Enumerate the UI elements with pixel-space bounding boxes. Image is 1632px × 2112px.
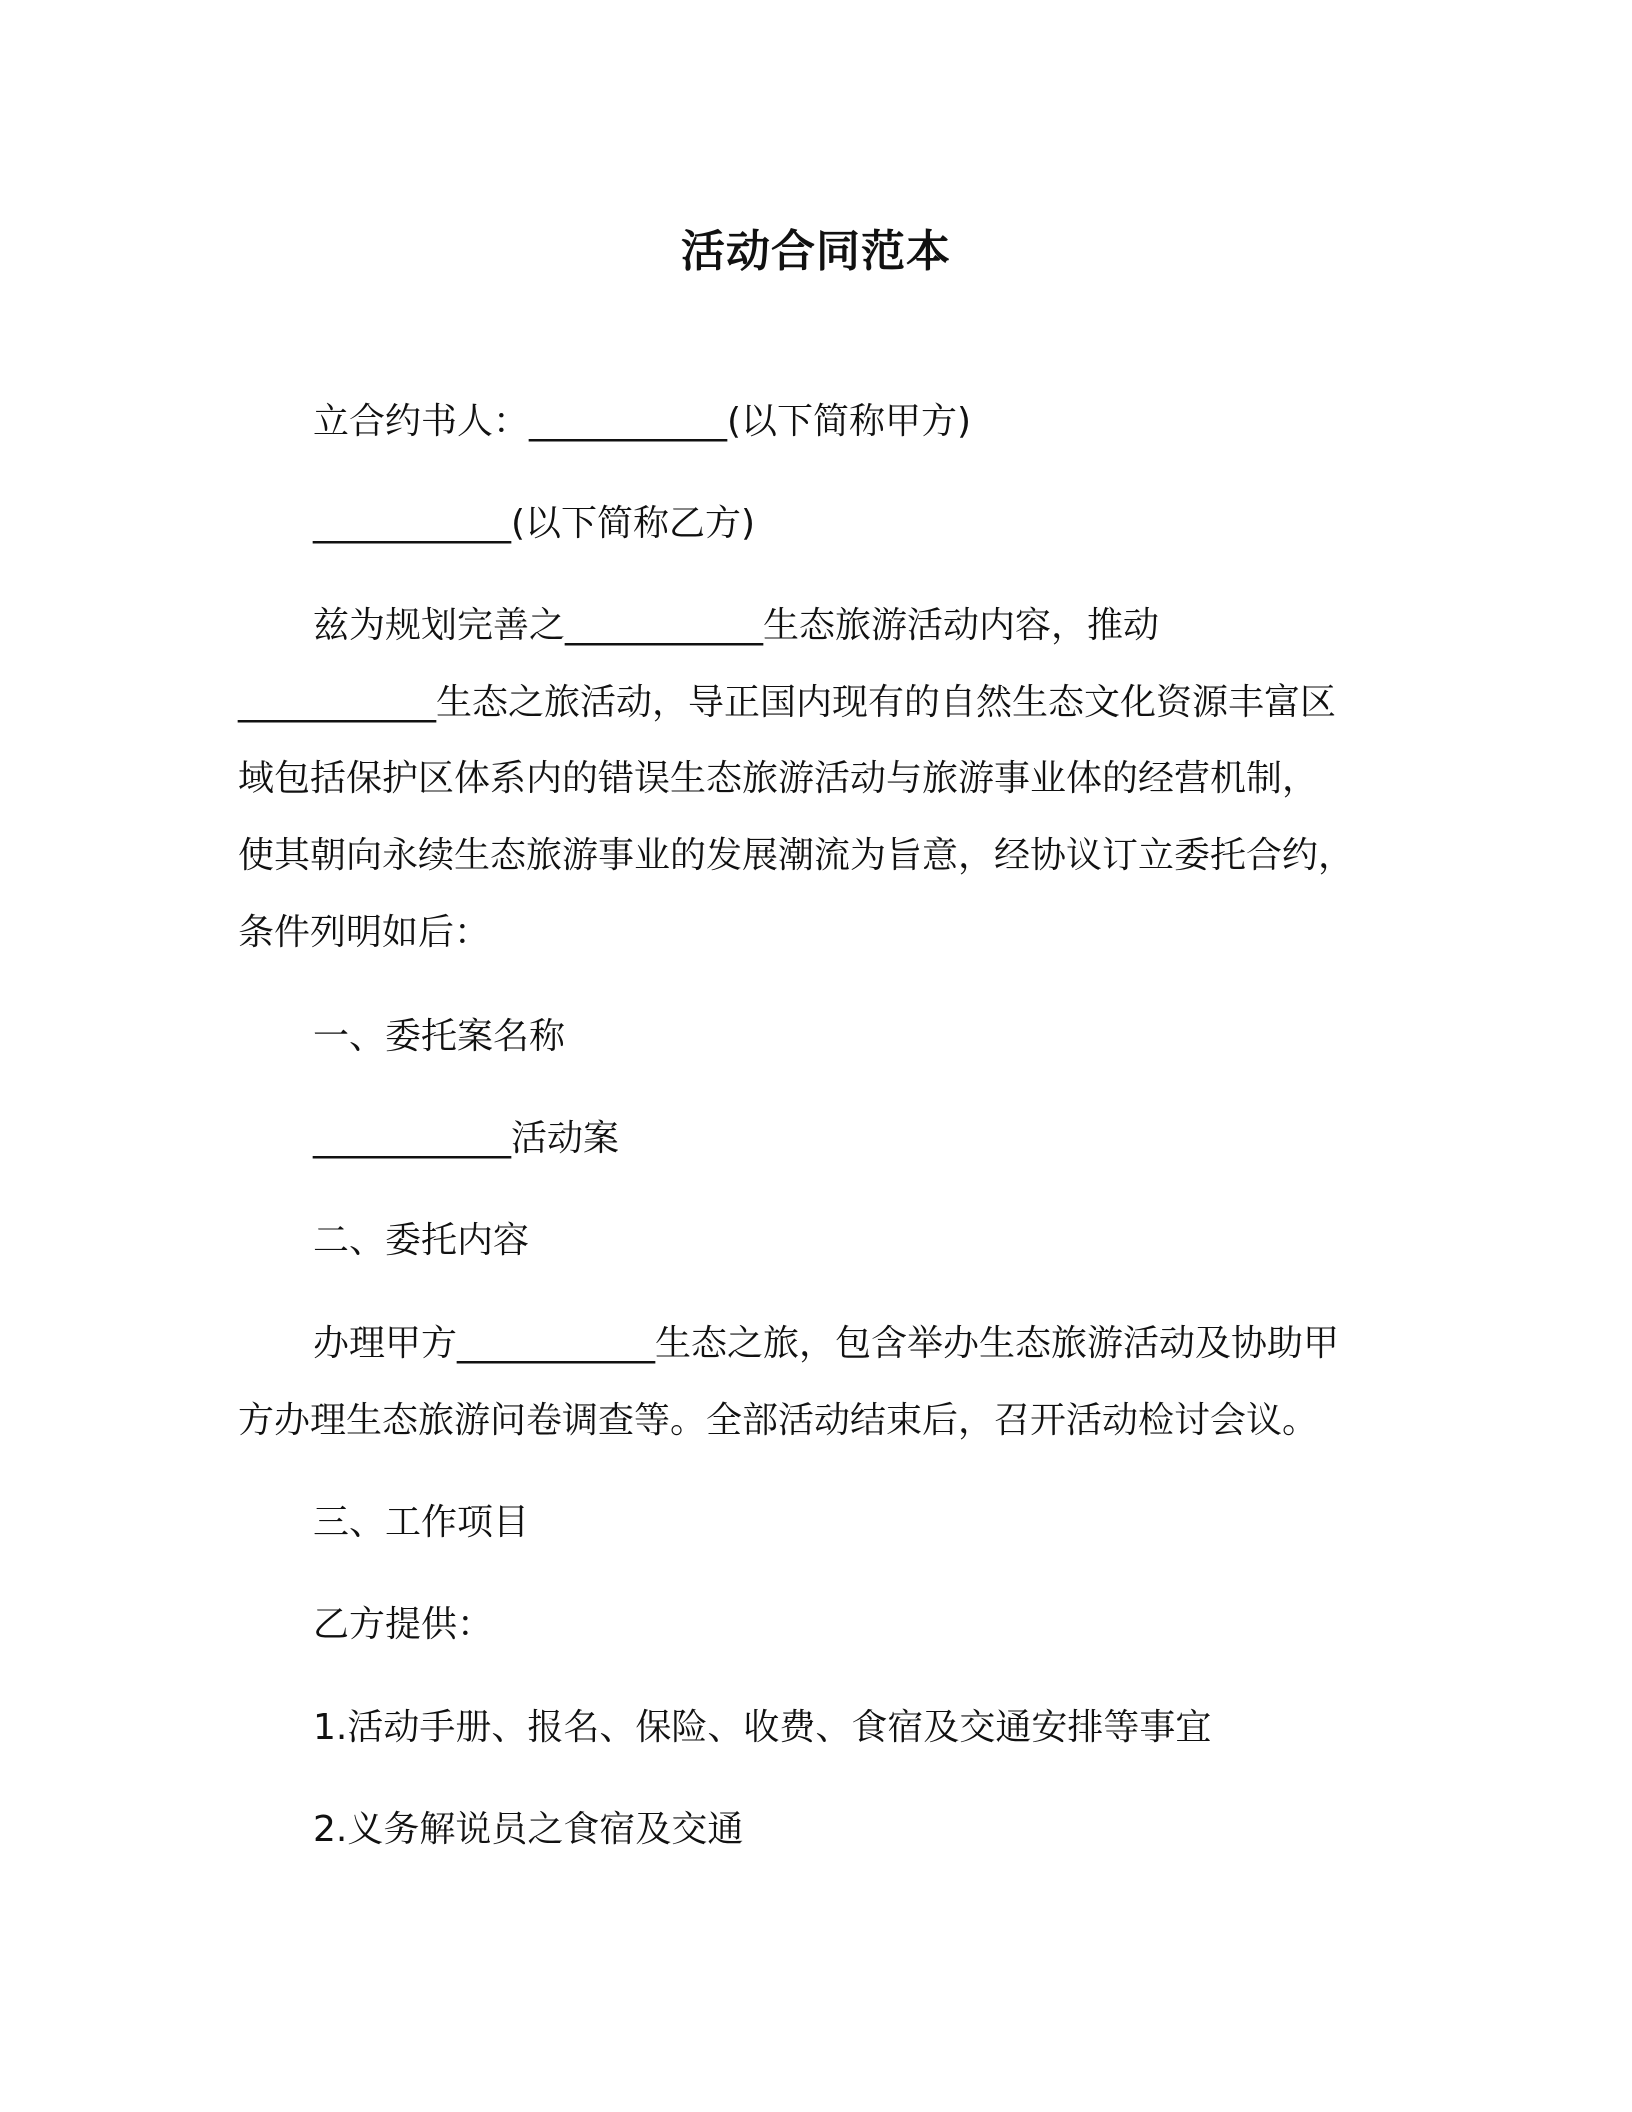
section-2-line-1: 办理甲方___________生态之旅，包含举办生态旅游活动及协助甲 xyxy=(313,1323,1340,1364)
section-2-line-2: 方办理生态旅游问卷调查等。全部活动结束后，召开活动检讨会议。 xyxy=(238,1400,1319,1441)
document-title: 活动合同范本 xyxy=(681,226,951,277)
section-heading-1: 一、委托案名称 xyxy=(313,1016,566,1057)
preamble-line-4: 使其朝向永续生态旅游事业的发展潮流为旨意，经协议订立委托合约， xyxy=(238,835,1355,876)
preamble-line-5: 条件列明如后： xyxy=(238,912,491,953)
contract-party-b-line: ___________(以下简称乙方) xyxy=(313,503,756,544)
preamble-line-3: 域包括保护区体系内的错误生态旅游活动与旅游事业体的经营机制， xyxy=(238,758,1319,799)
section-3-intro: 乙方提供： xyxy=(313,1604,494,1645)
section-heading-2: 二、委托内容 xyxy=(313,1220,530,1261)
contract-party-a-line: 立合约书人：___________(以下简称甲方) xyxy=(313,401,972,442)
preamble-line-2: ___________生态之旅活动，导正国内现有的自然生态文化资源丰富区 xyxy=(238,682,1337,723)
section-heading-3: 三、工作项目 xyxy=(313,1502,530,1543)
section-3-item-1: 1.活动手册、报名、保险、收费、食宿及交通安排等事宜 xyxy=(313,1707,1212,1748)
preamble-line-1: 兹为规划完善之___________生态旅游活动内容，推动 xyxy=(313,605,1160,646)
section-1-content: ___________活动案 xyxy=(313,1118,620,1159)
section-3-item-2: 2.义务解说员之食宿及交通 xyxy=(313,1809,744,1850)
